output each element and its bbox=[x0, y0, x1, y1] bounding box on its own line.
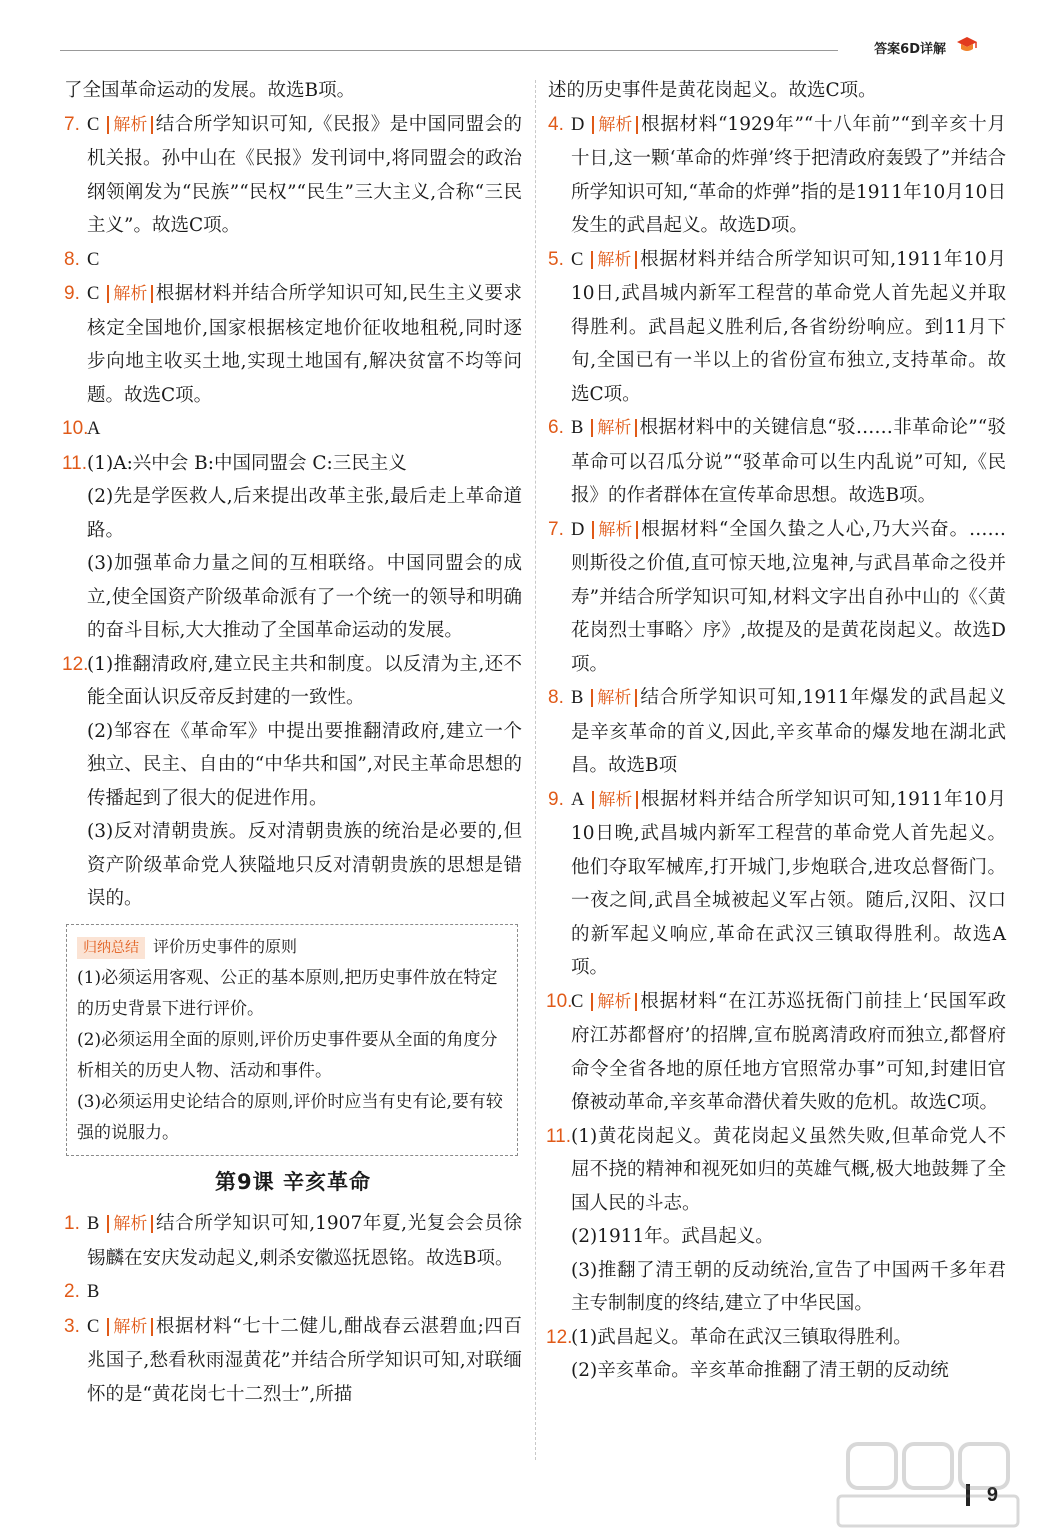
left-column bbox=[64, 74, 522, 1411]
header-title: 答案6D详解 bbox=[874, 42, 946, 57]
answer-item bbox=[548, 108, 1006, 243]
graduation-cap-icon bbox=[956, 36, 978, 54]
answer-item bbox=[64, 1275, 522, 1310]
answer-item bbox=[548, 681, 1006, 783]
item-number: 11. bbox=[546, 1125, 572, 1147]
item-number: 12. bbox=[62, 653, 89, 675]
answer-item bbox=[64, 412, 522, 447]
analysis-tag: 解析 bbox=[591, 251, 637, 269]
item-text: 结合所学知识可知,1911年爆发的武昌起义是辛亥革命的首义,因此,辛亥革命的爆发地在湖北武昌。故选B项 bbox=[571, 687, 1006, 776]
answer-item-12 bbox=[64, 648, 522, 916]
summary-title: 评价历史事件的原则 bbox=[153, 936, 298, 956]
analysis-tag: 解析 bbox=[592, 791, 638, 809]
item-text: 根据材料并结合所学知识可知,1911年10月10日晚,武昌城内新军工程营的革命党人首先起义。他们夺取军械库,打开城门,步炮联合,进攻总督衙门。一夜之间,武昌全城被起义军占领。随后,汉阳、汉口的新军起义响应,革命在武汉三镇取得胜利。故选A项。 bbox=[571, 788, 1006, 978]
answer-item bbox=[64, 243, 522, 278]
item-number: 9. bbox=[548, 788, 564, 810]
answer-item bbox=[548, 243, 1006, 412]
item-text: 根据材料“在江苏巡抚衙门前挂上‘民国军政府江苏都督府’的招牌,宣布脱离清政府而独立,都督府命令全省各地的原任地方官照常办事”可知,封建旧官僚被动革命,辛亥革命潜伏着失败的危机。故选C项。 bbox=[571, 990, 1006, 1113]
answer-item bbox=[548, 411, 1006, 513]
item-answer: B bbox=[87, 1282, 100, 1302]
right-column bbox=[548, 74, 1006, 1388]
answer-item-11 bbox=[64, 447, 522, 648]
answer-item-12 bbox=[548, 1321, 1006, 1388]
answer-item bbox=[548, 513, 1006, 682]
item-text: 结合所学知识可知,《民报》是中国同盟会的机关报。孙中山在《民报》发刊词中,将同盟会的政治纲领阐发为“民族”“民权”“民生”三大主义,合称“三民主义”。故选C项。 bbox=[87, 113, 522, 236]
item-answer: C bbox=[87, 284, 100, 304]
item-answer: B bbox=[87, 1214, 100, 1234]
item-number: 6. bbox=[548, 417, 564, 438]
item-number: 7. bbox=[64, 113, 80, 135]
analysis-tag: 解析 bbox=[107, 116, 153, 134]
sub-answer: (1)武昌起义。革命在武汉三镇取得胜利。 bbox=[571, 1326, 912, 1348]
item-number: 4. bbox=[548, 113, 564, 135]
item-answer: A bbox=[87, 419, 101, 439]
item-number: 3. bbox=[64, 1315, 80, 1337]
analysis-tag: 解析 bbox=[591, 689, 637, 707]
summary-point: (1)必须运用客观、公正的基本原则,把历史事件放在特定的历史背景下进行评价。 bbox=[77, 967, 498, 1019]
item-number: 10. bbox=[62, 418, 89, 439]
analysis-tag: 解析 bbox=[591, 419, 637, 437]
sub-answer: (1)推翻清政府,建立民主共和制度。以反清为主,还不能全面认识反帝反封建的一致性。 bbox=[87, 653, 522, 708]
lesson-title: 第9课 辛亥革命 bbox=[215, 1169, 371, 1194]
sub-answer: (3)加强革命力量之间的互相联络。中国同盟会的成立,使全国资产阶级革命派有了一个统一的领导和明确的奋斗目标,大大推动了全国革命运动的发展。 bbox=[87, 553, 522, 641]
item-answer: D bbox=[571, 114, 585, 135]
sub-answer: (3)推翻了清王朝的反动统治,宣告了中国两千多年君主专制制度的终结,建立了中华民国。 bbox=[571, 1259, 1006, 1314]
analysis-tag: 解析 bbox=[591, 993, 637, 1011]
sub-answer: (2)辛亥革命。辛亥革命推翻了清王朝的反动统 bbox=[571, 1360, 949, 1381]
analysis-tag: 解析 bbox=[592, 521, 638, 539]
answer-item bbox=[64, 108, 522, 243]
summary-box bbox=[66, 924, 518, 1156]
item-text: 根据材料并结合所学知识可知,1911年10月10日,武昌城内新军工程营的革命党人首先起义并取得胜利。武昌起义胜利后,各省纷纷响应。到11月下旬,全国已有一半以上的省份宣布独立,支持革命。故选C项。 bbox=[571, 248, 1006, 405]
sub-answer: (3)反对清朝贵族。反对清朝贵族的统治是必要的,但资产阶级革命党人狭隘地只反对清朝贵族的思想是错误的。 bbox=[87, 821, 522, 909]
summary-header bbox=[77, 931, 509, 963]
sub-answer: (2)1911年。武昌起义。 bbox=[571, 1226, 774, 1247]
answer-item bbox=[548, 985, 1006, 1120]
sub-answer: (2)邹容在《革命军》中提出要推翻清政府,建立一个独立、民主、自由的“中华共和国”,对民主革命思想的传播起到了很大的促进作用。 bbox=[87, 720, 522, 809]
item-text: 根据材料并结合所学知识可知,民生主义要求核定全国地价,国家根据核定地价征收地租税,同时逐步向地主收买土地,实现土地国有,解决贫富不均等问题。故选C项。 bbox=[87, 283, 522, 406]
item-answer: D bbox=[571, 519, 585, 540]
answer-item bbox=[64, 1207, 522, 1275]
left-intro: 了全国革命运动的发展。故选B项。 bbox=[64, 80, 356, 101]
sub-answer: (1)A:兴中会 B:中国同盟会 C:三民主义 bbox=[87, 452, 407, 474]
item-text: 根据材料“1929年”“十八年前”“到辛亥十月十日,这一颗‘革命的炸弹’终于把清政府轰毁了”并结合所学知识可知,“革命的炸弹”指的是1911年10月10日发生的武昌起义。故选D项。 bbox=[571, 113, 1006, 236]
item-number: 5. bbox=[548, 248, 564, 270]
sub-answer: (2)先是学医救人,后来提出改革主张,最后走上革命道路。 bbox=[87, 486, 522, 541]
summary-point: (3)必须运用史论结合的原则,评价时应当有史有论,要有较强的说服力。 bbox=[77, 1091, 503, 1143]
item-number: 11. bbox=[62, 452, 88, 474]
item-number: 7. bbox=[548, 518, 564, 540]
item-number: 9. bbox=[64, 283, 80, 304]
sub-answer: (1)黄花岗起义。黄花岗起义虽然失败,但革命党人不屈不挠的精神和视死如归的英雄气概,极大地鼓舞了全国人民的斗志。 bbox=[571, 1125, 1006, 1214]
item-answer: C bbox=[571, 249, 584, 270]
analysis-tag: 解析 bbox=[107, 285, 153, 303]
answer-item-11 bbox=[548, 1120, 1006, 1321]
answer-item bbox=[64, 1310, 522, 1412]
item-text: 根据材料“全国久蛰之人心,乃大兴奋。……则斯役之价值,直可惊天地,泣鬼神,与武昌革命之役并寿”并结合所学知识可知,材料文字出自孙中山的《〈黄花岗烈士事略〉序》,故提及的是黄花岗起义。故选D项。 bbox=[571, 518, 1006, 675]
page-header bbox=[60, 22, 1008, 62]
analysis-tag: 解析 bbox=[107, 1215, 153, 1233]
right-intro: 述的历史事件是黄花岗起义。故选C项。 bbox=[548, 80, 877, 101]
item-answer: A bbox=[571, 789, 585, 810]
page-number: 9 bbox=[986, 1484, 998, 1506]
analysis-tag: 解析 bbox=[592, 116, 638, 134]
item-text: 结合所学知识可知,1907年夏,光复会会员徐锡麟在安庆发动起义,刺杀安徽巡抚恩铭。故选B项。 bbox=[87, 1213, 522, 1269]
item-answer: C bbox=[87, 114, 100, 135]
answer-item bbox=[548, 783, 1006, 985]
item-number: 2. bbox=[64, 1281, 80, 1302]
column-divider bbox=[535, 80, 536, 1460]
analysis-tag: 解析 bbox=[107, 1318, 153, 1336]
item-text: 根据材料中的关键信息“驳……非革命论”“驳革命可以召瓜分说”“驳革命可以生内乱说”可知,《民报》的作者群体在宣传革命思想。故选B项。 bbox=[571, 417, 1006, 506]
item-number: 10. bbox=[546, 990, 573, 1012]
watermark-logo bbox=[828, 1440, 1028, 1530]
item-number: 8. bbox=[64, 248, 80, 270]
item-number: 8. bbox=[548, 687, 564, 708]
item-text: 根据材料“七十二健儿,酣战春云湛碧血;四百兆国子,愁看秋雨湿黄花”并结合所学知识可知,对联缅怀的是“黄花岗七十二烈士”,所描 bbox=[87, 1315, 522, 1405]
summary-point: (2)必须运用全面的原则,评价历史事件要从全面的角度分析相关的历史人物、活动和事件。 bbox=[77, 1029, 498, 1081]
item-answer: C bbox=[571, 991, 584, 1012]
item-number: 1. bbox=[64, 1213, 80, 1234]
item-number: 12. bbox=[546, 1326, 573, 1348]
item-answer: B bbox=[571, 688, 584, 708]
header-rule bbox=[60, 50, 838, 51]
item-answer: B bbox=[571, 418, 584, 438]
answer-item bbox=[64, 277, 522, 412]
item-answer: C bbox=[87, 249, 100, 270]
item-answer: C bbox=[87, 1316, 100, 1337]
summary-tag: 归纳总结 bbox=[77, 937, 145, 959]
